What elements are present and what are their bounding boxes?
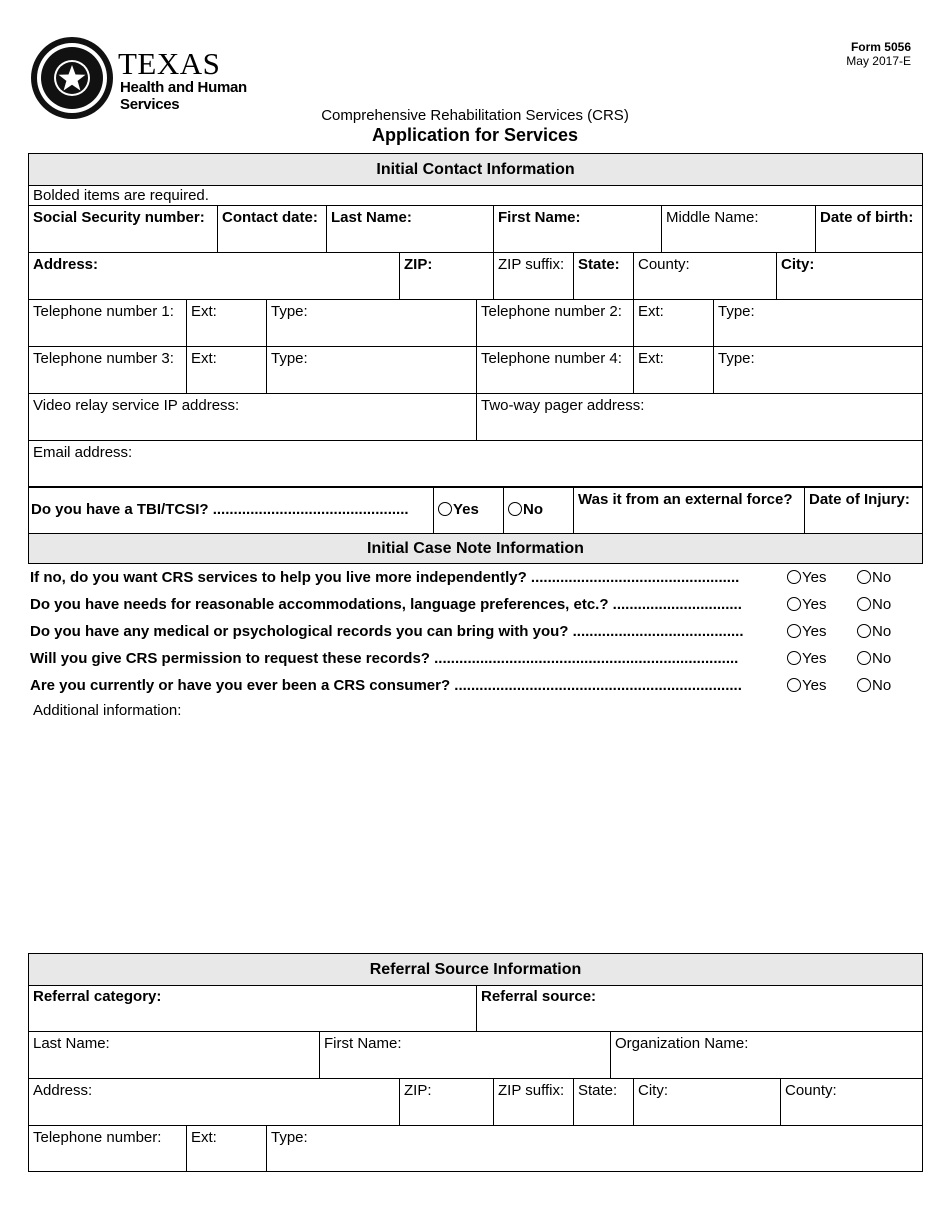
- referral-address-row: [28, 1079, 923, 1126]
- tel2-field[interactable]: Telephone number 2:: [476, 300, 633, 346]
- tbi-row: [28, 487, 923, 534]
- q2-no-radio[interactable]: [857, 597, 871, 611]
- q3-yes-radio[interactable]: [787, 624, 801, 638]
- q4-no-label: No: [872, 650, 892, 667]
- q5-no-radio[interactable]: [857, 678, 871, 692]
- video-relay-field[interactable]: Video relay service IP address:: [33, 397, 240, 414]
- referral-name-row: [28, 1032, 923, 1079]
- tel2-type-field[interactable]: Type:: [713, 300, 922, 346]
- state-field[interactable]: State:: [573, 253, 633, 299]
- tel3-field[interactable]: Telephone number 3:: [33, 350, 174, 367]
- q5-yes-radio[interactable]: [787, 678, 801, 692]
- tel1-ext-field[interactable]: Ext:: [186, 300, 266, 346]
- tbi-no-radio[interactable]: [508, 502, 522, 516]
- referral-category-field[interactable]: Referral category:: [33, 988, 162, 1005]
- q2-no-option[interactable]: [857, 596, 891, 613]
- q1-no-label: No: [872, 569, 892, 586]
- q2-yes-option[interactable]: [787, 596, 826, 613]
- case-question-1: If no, do you want CRS services to help you live more independently? ..................................................: [30, 569, 740, 586]
- tel1-type-field[interactable]: Type:: [266, 300, 476, 346]
- additional-info-label: Additional information:: [33, 702, 182, 719]
- q1-no-radio[interactable]: [857, 570, 871, 584]
- tel4-ext-field[interactable]: Ext:: [633, 347, 713, 393]
- q1-yes-label: Yes: [802, 569, 827, 586]
- q2-yes-radio[interactable]: [787, 597, 801, 611]
- referral-first-name-field[interactable]: First Name:: [319, 1032, 610, 1078]
- form-subtitle: Comprehensive Rehabilitation Services (CRS): [321, 107, 629, 124]
- tel4-field[interactable]: Telephone number 4:: [476, 347, 633, 393]
- external-force-field[interactable]: Was it from an external force?: [573, 488, 804, 533]
- required-note: Bolded items are required.: [33, 187, 209, 204]
- case-question-5: Are you currently or have you ever been a CRS consumer? .....................................................................: [30, 677, 742, 694]
- form-title: Application for Services: [371, 125, 579, 145]
- q5-yes-option[interactable]: [787, 677, 826, 694]
- initial-contact-header: Initial Contact Information: [28, 153, 923, 186]
- tbi-no-label: No: [523, 501, 543, 518]
- q1-yes-radio[interactable]: [787, 570, 801, 584]
- required-note-row: [28, 186, 923, 206]
- contact-date-field[interactable]: Contact date:: [217, 206, 326, 252]
- q3-no-label: No: [872, 623, 892, 640]
- tbi-no-option[interactable]: [503, 488, 573, 533]
- referral-telephone-row: [28, 1125, 923, 1172]
- referral-address-field[interactable]: Address:: [33, 1082, 93, 1099]
- ssn-field[interactable]: Social Security number:: [33, 209, 205, 226]
- city-field[interactable]: City:: [776, 253, 922, 299]
- referral-type-field[interactable]: Type:: [266, 1126, 922, 1171]
- zip-suffix-field[interactable]: ZIP suffix:: [493, 253, 573, 299]
- form-date: May 2017-E: [846, 54, 911, 68]
- referral-county-field[interactable]: County:: [780, 1079, 922, 1125]
- last-name-field[interactable]: Last Name:: [326, 206, 493, 252]
- address-field[interactable]: Address:: [33, 256, 99, 273]
- q4-yes-option[interactable]: [787, 650, 826, 667]
- referral-zip-field[interactable]: ZIP:: [399, 1079, 493, 1125]
- dob-field[interactable]: Date of birth:: [815, 206, 922, 252]
- case-question-2: Do you have needs for reasonable accommodations, language preferences, etc.? ...............................: [30, 596, 742, 613]
- date-injury-field[interactable]: Date of Injury:: [804, 488, 922, 533]
- referral-tel-field[interactable]: Telephone number:: [33, 1129, 162, 1146]
- q5-yes-label: Yes: [802, 677, 827, 694]
- relay-pager-row: [28, 394, 923, 441]
- logo-texas: TEXAS: [118, 46, 221, 81]
- referral-state-field[interactable]: State:: [573, 1079, 633, 1125]
- first-name-field[interactable]: First Name:: [493, 206, 661, 252]
- q2-yes-label: Yes: [802, 596, 827, 613]
- middle-name-field[interactable]: Middle Name:: [661, 206, 815, 252]
- q4-yes-radio[interactable]: [787, 651, 801, 665]
- referral-org-field[interactable]: Organization Name:: [610, 1032, 922, 1078]
- case-note-header: Initial Case Note Information: [28, 533, 923, 564]
- email-field[interactable]: Email address:: [33, 444, 133, 461]
- tel3-type-field[interactable]: Type:: [266, 347, 476, 393]
- q4-yes-label: Yes: [802, 650, 827, 667]
- form-number-block: [846, 40, 911, 68]
- tbi-yes-label: Yes: [453, 501, 479, 518]
- referral-source-field[interactable]: Referral source:: [476, 985, 922, 1031]
- form-number: Form 5056: [850, 40, 911, 54]
- name-row: [28, 206, 923, 253]
- tbi-yes-option[interactable]: [433, 488, 501, 533]
- telephone-row-2: [28, 347, 923, 394]
- q3-yes-option[interactable]: [787, 623, 826, 640]
- tbi-yes-radio[interactable]: [438, 502, 452, 516]
- tel2-ext-field[interactable]: Ext:: [633, 300, 713, 346]
- referral-header: Referral Source Information: [28, 953, 923, 986]
- q4-no-radio[interactable]: [857, 651, 871, 665]
- tel4-type-field[interactable]: Type:: [713, 347, 922, 393]
- q1-yes-option[interactable]: [787, 569, 826, 586]
- case-question-4: Will you give CRS permission to request these records? .........................................................................: [30, 650, 739, 667]
- address-row: [28, 253, 923, 300]
- telephone-row-1: [28, 300, 923, 347]
- q1-no-option[interactable]: [857, 569, 891, 586]
- q4-no-option[interactable]: [857, 650, 891, 667]
- q3-no-radio[interactable]: [857, 624, 871, 638]
- q2-no-label: No: [872, 596, 892, 613]
- q3-yes-label: Yes: [802, 623, 827, 640]
- county-field[interactable]: County:: [633, 253, 776, 299]
- logo-line3: Services: [120, 96, 180, 113]
- tel1-field[interactable]: Telephone number 1:: [33, 303, 174, 320]
- case-question-3: Do you have any medical or psychological records you can bring with you? .........................................: [30, 623, 744, 640]
- referral-zip-suffix-field[interactable]: ZIP suffix:: [493, 1079, 573, 1125]
- pager-field[interactable]: Two-way pager address:: [476, 394, 922, 440]
- additional-info-area[interactable]: [30, 722, 920, 947]
- q3-no-option[interactable]: [857, 623, 891, 640]
- referral-ext-field[interactable]: Ext:: [186, 1126, 266, 1171]
- referral-category-row: [28, 985, 923, 1032]
- referral-city-field[interactable]: City:: [633, 1079, 780, 1125]
- referral-last-name-field[interactable]: Last Name:: [33, 1035, 110, 1052]
- tbi-question: Do you have a TBI/TCSI? ...............................................: [31, 501, 409, 518]
- q5-no-label: No: [872, 677, 892, 694]
- logo-line2: Health and Human: [120, 79, 247, 96]
- email-row: [28, 441, 923, 487]
- tel3-ext-field[interactable]: Ext:: [186, 347, 266, 393]
- q5-no-option[interactable]: [857, 677, 891, 694]
- zip-field[interactable]: ZIP:: [399, 253, 493, 299]
